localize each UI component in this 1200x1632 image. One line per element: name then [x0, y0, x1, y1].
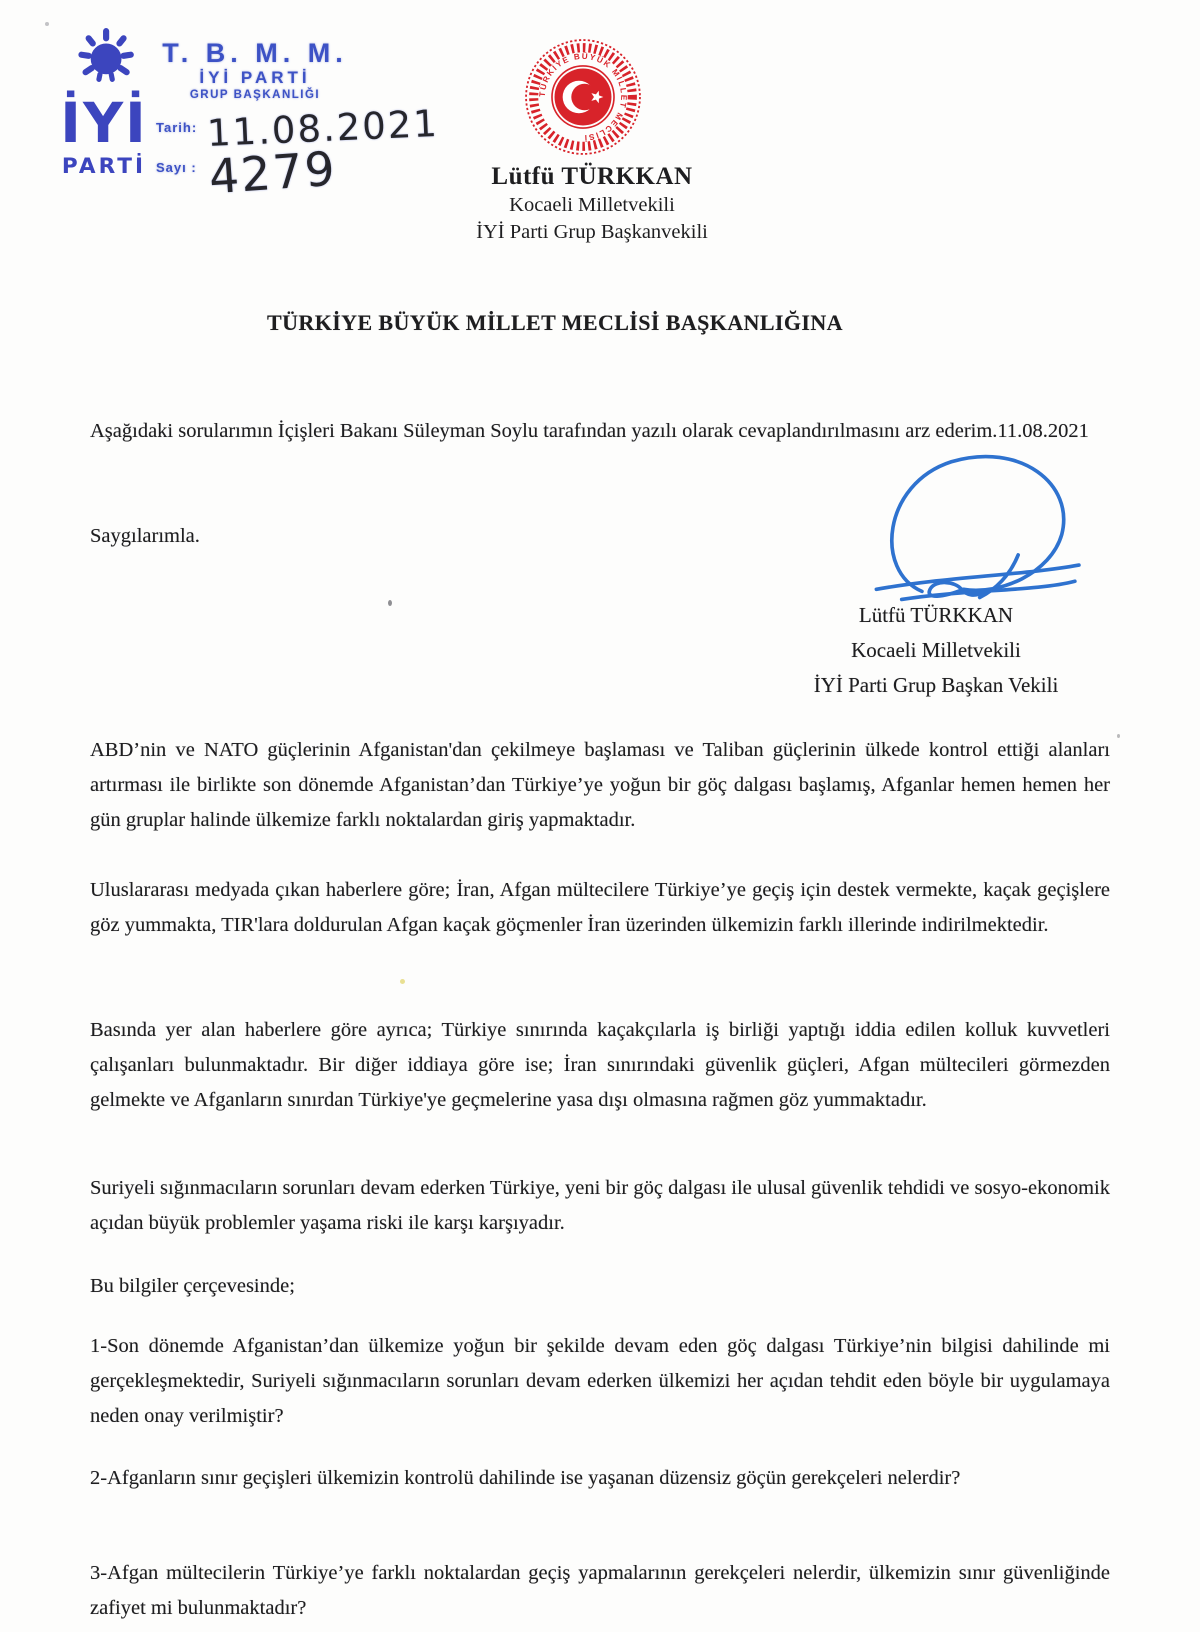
signature-icon: [846, 440, 1084, 605]
letterhead-block: [0, 162, 1192, 246]
iyi-logo-parti: PARTİ: [61, 153, 147, 179]
letterhead-title1: Kocaeli Milletvekili: [509, 194, 675, 216]
iyi-parti-logo: [40, 26, 164, 180]
handwritten-date: 11.08.2021: [206, 101, 440, 156]
body-paragraph: ABD’nin ve NATO güçlerinin Afganistan'dan çekilmeye başlaması ve Taliban güçlerinin ülkede kontrol ettiği alanları artırması ile birlikte son dönemde Afganistan’dan Türkiye’ye yoğun bir göç dalgası başlamış, Afganlar hemen hemen her gün gruplar halinde ülkemize farklı noktalardan giriş yapmaktadır.: [90, 738, 1110, 831]
letterhead-title2: İYİ Parti Grup Başkanvekili: [476, 221, 708, 243]
salutation: Saygılarımla.: [90, 524, 200, 547]
emblem-ring-text: TÜRKİYE BÜYÜK MİLLET MECLİSİ: [537, 51, 629, 143]
stamp-date-label: Tarih:: [156, 120, 198, 135]
intro-paragraph: Aşağıdaki sorularımın İçişleri Bakanı Süleyman Soylu tarafından yazılı olarak cevaplandırılmasını arz ederim.11.08.2021: [90, 419, 1089, 442]
letterhead-name: Lütfü TÜRKKAN: [491, 163, 693, 190]
signer-block: [740, 598, 1132, 703]
stamp-org: T. B. M. M.: [162, 38, 348, 68]
question-item: 1-Son dönemde Afganistan’dan ülkemize yoğun bir şekilde devam eden göç dalgası Türkiye’nin bilgisi dahilinde mi gerçekleşmektedir, Suriyeli sığınmacıların sorunları devam ederken ülkemizi her açıdan tehdit eden böyle bir uygulamaya neden onay verilmiştir?: [90, 1334, 1110, 1427]
signature: [846, 440, 1084, 605]
question-item: 3-Afgan mültecilerin Türkiye’ye farklı noktalardan geçiş yapmalarının gerekçeleri nelerdir, ülkemizin sınır güvenliğinde zafiyet mi bulunmaktadır?: [90, 1561, 1110, 1619]
signer-title1: Kocaeli Milletvekili: [851, 638, 1021, 662]
signer-name: Lütfü TÜRKKAN: [858, 603, 1014, 627]
document-title: TÜRKİYE BÜYÜK MİLLET MECLİSİ BAŞKANLIĞINA: [267, 310, 843, 335]
iyi-logo-word: İYİ: [60, 92, 148, 157]
handwritten-number: 4279: [206, 141, 339, 206]
scan-speck: [1117, 734, 1120, 738]
stamp-number-label: Sayı :: [156, 160, 197, 175]
body-paragraph: Uluslararası medyada çıkan haberlere göre; İran, Afgan mültecilere Türkiye’ye geçiş için destek vermekte, kaçak geçişlere göz yummakta, TIR'lara doldurulan Afgan kaçak göçmenler İran üzerinden ülkemizin farklı illerinde indirilmektedir.: [90, 878, 1110, 936]
scan-speck: [388, 600, 392, 606]
scan-speck: [400, 979, 405, 984]
stamp-date-row: [156, 101, 440, 156]
stamp-party: İYİ PARTİ: [199, 68, 311, 87]
stamp-office: GRUP BAŞKANLIĞI: [189, 89, 321, 101]
scan-speck: [45, 22, 49, 26]
group-office-stamp: [148, 38, 440, 206]
closing-line: Bu bilgiler çerçevesinde;: [90, 1274, 295, 1297]
iyi-parti-sun-icon: [40, 26, 164, 180]
tbmm-emblem: [522, 36, 644, 158]
body-paragraph: Basında yer alan haberlere göre ayrıca; Türkiye sınırında kaçakçılarla iş birliği yaptığı iddia edilen kolluk kuvvetleri çalışanları bulunmaktadır. Bir diğer iddiaya göre ise; İran sınırındaki güvenlik güçleri, Afgan mültecileri görmezden gelmekte ve Afganların sınırdan Türkiye'ye geçmelerine yasa dışı olmasına rağmen göz yummaktadır.: [90, 1018, 1110, 1111]
question-item: 2-Afganların sınır geçişleri ülkemizin kontrolü dahilinde ise yaşanan düzensiz göçün gerekçeleri nelerdir?: [90, 1466, 961, 1489]
body-paragraph: Suriyeli sığınmacıların sorunları devam ederken Türkiye, yeni bir göç dalgası ile ulusal güvenlik tehdidi ve sosyo-ekonomik açıdan büyük problemler yaşama riski ile karşı karşıyadır.: [90, 1176, 1110, 1234]
signer-title2: İYİ Parti Grup Başkan Vekili: [813, 673, 1059, 697]
tbmm-emblem-icon: [522, 36, 644, 158]
